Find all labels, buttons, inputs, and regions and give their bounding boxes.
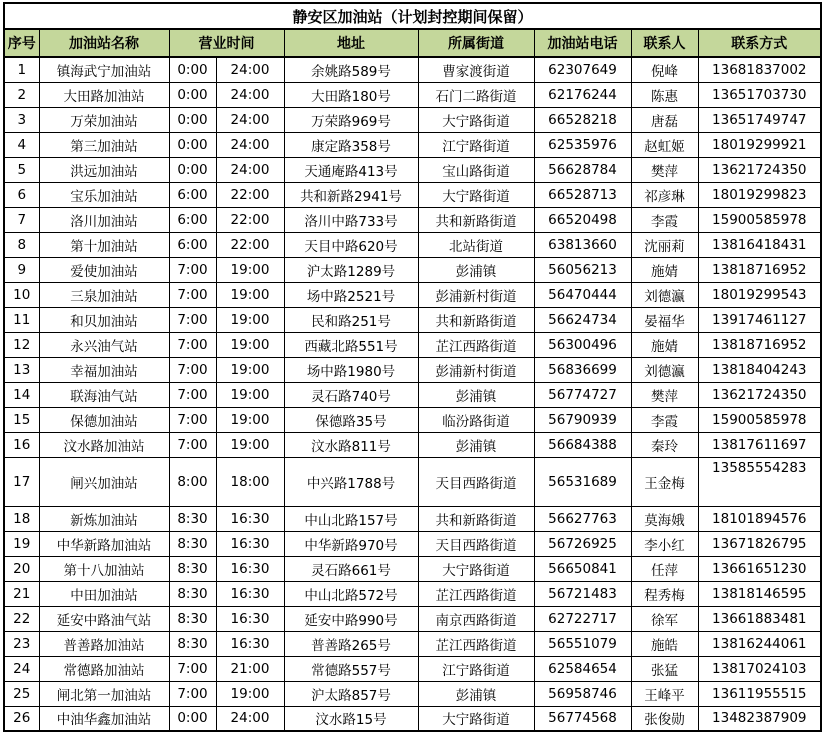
table-row <box>4 107 821 132</box>
cell-no: 7 <box>4 207 39 232</box>
cell-no: 22 <box>4 606 39 631</box>
table-row <box>4 132 821 157</box>
cell-close: 24:00 <box>216 706 284 731</box>
cell-address: 常德路557号 <box>284 656 418 681</box>
cell-street: 芷江西路街道 <box>418 332 534 357</box>
cell-open: 8:00 <box>169 457 216 506</box>
cell-no: 1 <box>4 57 39 82</box>
cell-street: 芷江西路街道 <box>418 631 534 656</box>
table-title-row <box>4 3 821 29</box>
cell-address: 保德路35号 <box>284 407 418 432</box>
cell-name: 普善路加油站 <box>39 631 169 656</box>
cell-address: 沪太路1289号 <box>284 257 418 282</box>
cell-street: 彭浦镇 <box>418 681 534 706</box>
cell-no: 14 <box>4 382 39 407</box>
header-hours: 营业时间 <box>169 29 284 57</box>
cell-address: 场中路2521号 <box>284 282 418 307</box>
cell-address: 民和路251号 <box>284 307 418 332</box>
cell-mobile: 13817024103 <box>698 656 821 681</box>
cell-open: 8:30 <box>169 606 216 631</box>
table-row <box>4 556 821 581</box>
cell-name: 永兴油气站 <box>39 332 169 357</box>
cell-contact: 任萍 <box>631 556 698 581</box>
cell-address: 康定路358号 <box>284 132 418 157</box>
cell-open: 7:00 <box>169 407 216 432</box>
cell-no: 3 <box>4 107 39 132</box>
cell-no: 4 <box>4 132 39 157</box>
cell-mobile: 13651749747 <box>698 107 821 132</box>
table-row <box>4 432 821 457</box>
cell-name: 洛川加油站 <box>39 207 169 232</box>
cell-close: 16:30 <box>216 556 284 581</box>
cell-mobile: 18019299543 <box>698 282 821 307</box>
cell-address: 大田路180号 <box>284 82 418 107</box>
cell-address: 洛川中路733号 <box>284 207 418 232</box>
cell-address: 灵石路661号 <box>284 556 418 581</box>
cell-street: 大宁路街道 <box>418 182 534 207</box>
cell-phone: 56774727 <box>534 382 631 407</box>
cell-contact: 施皓 <box>631 631 698 656</box>
cell-name: 汶水路加油站 <box>39 432 169 457</box>
cell-name: 闸北第一加油站 <box>39 681 169 706</box>
cell-open: 0:00 <box>169 157 216 182</box>
header-phone: 加油站电话 <box>534 29 631 57</box>
cell-address: 场中路1980号 <box>284 357 418 382</box>
cell-street: 天目西路街道 <box>418 457 534 506</box>
table-row <box>4 606 821 631</box>
table-row <box>4 656 821 681</box>
cell-name: 第十八加油站 <box>39 556 169 581</box>
cell-no: 16 <box>4 432 39 457</box>
table-row <box>4 57 821 82</box>
cell-street: 彭浦镇 <box>418 432 534 457</box>
cell-phone: 56628784 <box>534 157 631 182</box>
header-mobile: 联系方式 <box>698 29 821 57</box>
cell-mobile: 13816244061 <box>698 631 821 656</box>
cell-street: 宝山路街道 <box>418 157 534 182</box>
cell-name: 新炼加油站 <box>39 506 169 531</box>
cell-name: 中田加油站 <box>39 581 169 606</box>
cell-street: 临汾路街道 <box>418 407 534 432</box>
table-row <box>4 182 821 207</box>
cell-address: 中华新路970号 <box>284 531 418 556</box>
table-row <box>4 531 821 556</box>
cell-mobile: 13651703730 <box>698 82 821 107</box>
cell-open: 0:00 <box>169 57 216 82</box>
header-street: 所属街道 <box>418 29 534 57</box>
cell-phone: 56300496 <box>534 332 631 357</box>
cell-name: 中华新路加油站 <box>39 531 169 556</box>
cell-name: 常德路加油站 <box>39 656 169 681</box>
cell-name: 第十加油站 <box>39 232 169 257</box>
cell-close: 22:00 <box>216 232 284 257</box>
cell-open: 7:00 <box>169 282 216 307</box>
cell-address: 灵石路740号 <box>284 382 418 407</box>
cell-name: 闸兴加油站 <box>39 457 169 506</box>
cell-open: 8:30 <box>169 531 216 556</box>
cell-mobile: 13621724350 <box>698 157 821 182</box>
cell-close: 24:00 <box>216 82 284 107</box>
cell-no: 10 <box>4 282 39 307</box>
cell-no: 20 <box>4 556 39 581</box>
cell-street: 大宁路街道 <box>418 556 534 581</box>
cell-phone: 56726925 <box>534 531 631 556</box>
cell-mobile: 13817611697 <box>698 432 821 457</box>
cell-address: 天通庵路413号 <box>284 157 418 182</box>
cell-phone: 62535976 <box>534 132 631 157</box>
cell-name: 三泉加油站 <box>39 282 169 307</box>
cell-no: 11 <box>4 307 39 332</box>
cell-street: 石门二路街道 <box>418 82 534 107</box>
table-row <box>4 506 821 531</box>
cell-contact: 祁彦琳 <box>631 182 698 207</box>
cell-address: 中兴路1788号 <box>284 457 418 506</box>
cell-name: 和贝加油站 <box>39 307 169 332</box>
cell-open: 7:00 <box>169 681 216 706</box>
table-row <box>4 581 821 606</box>
cell-phone: 56774568 <box>534 706 631 731</box>
cell-no: 23 <box>4 631 39 656</box>
header-serial: 序号 <box>4 29 39 57</box>
cell-street: 大宁路街道 <box>418 107 534 132</box>
cell-phone: 62176244 <box>534 82 631 107</box>
cell-no: 15 <box>4 407 39 432</box>
cell-mobile: 13611955515 <box>698 681 821 706</box>
cell-open: 7:00 <box>169 656 216 681</box>
cell-close: 24:00 <box>216 132 284 157</box>
cell-close: 24:00 <box>216 157 284 182</box>
cell-close: 18:00 <box>216 457 284 506</box>
cell-street: 彭浦新村街道 <box>418 357 534 382</box>
cell-contact: 唐磊 <box>631 107 698 132</box>
cell-contact: 莫海娥 <box>631 506 698 531</box>
cell-close: 22:00 <box>216 207 284 232</box>
cell-open: 7:00 <box>169 257 216 282</box>
cell-close: 19:00 <box>216 282 284 307</box>
cell-contact: 刘德瀛 <box>631 357 698 382</box>
cell-contact: 王峰平 <box>631 681 698 706</box>
cell-street: 芷江西路街道 <box>418 581 534 606</box>
cell-mobile: 13661651230 <box>698 556 821 581</box>
cell-phone: 56056213 <box>534 257 631 282</box>
cell-open: 8:30 <box>169 556 216 581</box>
cell-contact: 陈惠 <box>631 82 698 107</box>
cell-contact: 施婧 <box>631 332 698 357</box>
cell-name: 大田路加油站 <box>39 82 169 107</box>
table-row <box>4 631 821 656</box>
cell-open: 8:30 <box>169 581 216 606</box>
cell-close: 19:00 <box>216 407 284 432</box>
cell-open: 6:00 <box>169 232 216 257</box>
table-row <box>4 82 821 107</box>
cell-contact: 王金梅 <box>631 457 698 506</box>
table-row <box>4 257 821 282</box>
gas-station-table <box>3 2 822 732</box>
cell-phone: 63813660 <box>534 232 631 257</box>
cell-address: 沪太路857号 <box>284 681 418 706</box>
cell-contact: 沈丽莉 <box>631 232 698 257</box>
cell-contact: 倪峰 <box>631 57 698 82</box>
cell-open: 7:00 <box>169 382 216 407</box>
cell-phone: 56531689 <box>534 457 631 506</box>
cell-street: 江宁路街道 <box>418 132 534 157</box>
table-header-row <box>4 29 821 57</box>
cell-phone: 56650841 <box>534 556 631 581</box>
header-contact: 联系人 <box>631 29 698 57</box>
table-row <box>4 157 821 182</box>
cell-street: 彭浦新村街道 <box>418 282 534 307</box>
cell-name: 延安中路油气站 <box>39 606 169 631</box>
cell-name: 宝乐加油站 <box>39 182 169 207</box>
cell-open: 6:00 <box>169 207 216 232</box>
cell-contact: 樊萍 <box>631 382 698 407</box>
cell-open: 0:00 <box>169 107 216 132</box>
cell-close: 19:00 <box>216 332 284 357</box>
cell-mobile: 13818146595 <box>698 581 821 606</box>
cell-name: 万荣加油站 <box>39 107 169 132</box>
cell-street: 曹家渡街道 <box>418 57 534 82</box>
cell-no: 5 <box>4 157 39 182</box>
cell-phone: 66528218 <box>534 107 631 132</box>
cell-street: 共和新路街道 <box>418 307 534 332</box>
cell-no: 25 <box>4 681 39 706</box>
cell-street: 共和新路街道 <box>418 207 534 232</box>
cell-phone: 62307649 <box>534 57 631 82</box>
cell-contact: 赵虹姬 <box>631 132 698 157</box>
cell-phone: 56624734 <box>534 307 631 332</box>
cell-street: 彭浦镇 <box>418 382 534 407</box>
cell-name: 幸福加油站 <box>39 357 169 382</box>
cell-close: 24:00 <box>216 57 284 82</box>
cell-address: 西藏北路551号 <box>284 332 418 357</box>
cell-no: 6 <box>4 182 39 207</box>
cell-close: 21:00 <box>216 656 284 681</box>
cell-phone: 62584654 <box>534 656 631 681</box>
cell-phone: 62722717 <box>534 606 631 631</box>
cell-mobile: 18019299823 <box>698 182 821 207</box>
cell-name: 洪远加油站 <box>39 157 169 182</box>
cell-phone: 56836699 <box>534 357 631 382</box>
cell-contact: 施婧 <box>631 257 698 282</box>
table-row <box>4 307 821 332</box>
cell-mobile: 13681837002 <box>698 57 821 82</box>
cell-mobile: 13818716952 <box>698 257 821 282</box>
cell-contact: 晏福华 <box>631 307 698 332</box>
cell-close: 16:30 <box>216 631 284 656</box>
cell-address: 延安中路990号 <box>284 606 418 631</box>
cell-open: 7:00 <box>169 332 216 357</box>
cell-phone: 66528713 <box>534 182 631 207</box>
cell-no: 8 <box>4 232 39 257</box>
table-body <box>4 57 821 731</box>
cell-street: 天目西路街道 <box>418 531 534 556</box>
cell-open: 6:00 <box>169 182 216 207</box>
cell-contact: 李霞 <box>631 407 698 432</box>
cell-contact: 程秀梅 <box>631 581 698 606</box>
cell-address: 万荣路969号 <box>284 107 418 132</box>
table-row <box>4 207 821 232</box>
cell-no: 26 <box>4 706 39 731</box>
cell-no: 9 <box>4 257 39 282</box>
cell-mobile: 13621724350 <box>698 382 821 407</box>
cell-close: 24:00 <box>216 107 284 132</box>
cell-name: 联海油气站 <box>39 382 169 407</box>
cell-no: 18 <box>4 506 39 531</box>
cell-name: 镇海武宁加油站 <box>39 57 169 82</box>
cell-no: 13 <box>4 357 39 382</box>
cell-open: 8:30 <box>169 506 216 531</box>
cell-contact: 张猛 <box>631 656 698 681</box>
cell-contact: 李小红 <box>631 531 698 556</box>
cell-name: 第三加油站 <box>39 132 169 157</box>
cell-mobile: 13671826795 <box>698 531 821 556</box>
cell-name: 中油华鑫加油站 <box>39 706 169 731</box>
cell-no: 2 <box>4 82 39 107</box>
cell-close: 19:00 <box>216 382 284 407</box>
cell-open: 7:00 <box>169 432 216 457</box>
cell-street: 北站街道 <box>418 232 534 257</box>
cell-close: 19:00 <box>216 681 284 706</box>
cell-open: 0:00 <box>169 706 216 731</box>
table-row <box>4 681 821 706</box>
cell-close: 16:30 <box>216 506 284 531</box>
table-row <box>4 457 821 506</box>
cell-phone: 56721483 <box>534 581 631 606</box>
page-title: 静安区加油站（计划封控期间保留） <box>4 3 821 29</box>
cell-mobile: 13585554283 <box>698 457 821 506</box>
table-row <box>4 232 821 257</box>
cell-name: 保德加油站 <box>39 407 169 432</box>
cell-contact: 刘德瀛 <box>631 282 698 307</box>
cell-contact: 李霞 <box>631 207 698 232</box>
cell-open: 0:00 <box>169 132 216 157</box>
cell-phone: 66520498 <box>534 207 631 232</box>
cell-no: 12 <box>4 332 39 357</box>
table-row <box>4 282 821 307</box>
cell-phone: 56627763 <box>534 506 631 531</box>
cell-mobile: 15900585978 <box>698 407 821 432</box>
cell-address: 余姚路589号 <box>284 57 418 82</box>
cell-street: 江宁路街道 <box>418 656 534 681</box>
cell-street: 南京西路街道 <box>418 606 534 631</box>
cell-address: 中山北路157号 <box>284 506 418 531</box>
table-row <box>4 357 821 382</box>
cell-street: 大宁路街道 <box>418 706 534 731</box>
cell-mobile: 13661883481 <box>698 606 821 631</box>
cell-phone: 56470444 <box>534 282 631 307</box>
cell-open: 0:00 <box>169 82 216 107</box>
cell-street: 彭浦镇 <box>418 257 534 282</box>
cell-open: 7:00 <box>169 357 216 382</box>
table-row <box>4 382 821 407</box>
cell-contact: 秦玲 <box>631 432 698 457</box>
cell-mobile: 13917461127 <box>698 307 821 332</box>
header-name: 加油站名称 <box>39 29 169 57</box>
table-row <box>4 407 821 432</box>
cell-street: 共和新路街道 <box>418 506 534 531</box>
cell-address: 中山北路572号 <box>284 581 418 606</box>
cell-close: 16:30 <box>216 531 284 556</box>
cell-mobile: 13818716952 <box>698 332 821 357</box>
cell-phone: 56790939 <box>534 407 631 432</box>
cell-mobile: 13482387909 <box>698 706 821 731</box>
header-address: 地址 <box>284 29 418 57</box>
cell-open: 7:00 <box>169 307 216 332</box>
cell-no: 17 <box>4 457 39 506</box>
cell-no: 24 <box>4 656 39 681</box>
cell-address: 共和新路2941号 <box>284 182 418 207</box>
cell-close: 16:30 <box>216 606 284 631</box>
cell-close: 19:00 <box>216 357 284 382</box>
cell-address: 普善路265号 <box>284 631 418 656</box>
cell-mobile: 15900585978 <box>698 207 821 232</box>
cell-address: 汶水路15号 <box>284 706 418 731</box>
cell-mobile: 18019299921 <box>698 132 821 157</box>
cell-close: 16:30 <box>216 581 284 606</box>
cell-contact: 张俊勋 <box>631 706 698 731</box>
cell-close: 19:00 <box>216 432 284 457</box>
cell-close: 19:00 <box>216 307 284 332</box>
cell-contact: 徐军 <box>631 606 698 631</box>
cell-close: 19:00 <box>216 257 284 282</box>
cell-name: 爱使加油站 <box>39 257 169 282</box>
cell-mobile: 18101894576 <box>698 506 821 531</box>
cell-no: 21 <box>4 581 39 606</box>
cell-open: 8:30 <box>169 631 216 656</box>
cell-mobile: 13816418431 <box>698 232 821 257</box>
cell-phone: 56958746 <box>534 681 631 706</box>
cell-no: 19 <box>4 531 39 556</box>
cell-phone: 56551079 <box>534 631 631 656</box>
cell-phone: 56684388 <box>534 432 631 457</box>
cell-address: 天目中路620号 <box>284 232 418 257</box>
table-row <box>4 706 821 731</box>
cell-mobile: 13818404243 <box>698 357 821 382</box>
cell-contact: 樊萍 <box>631 157 698 182</box>
cell-close: 22:00 <box>216 182 284 207</box>
cell-address: 汶水路811号 <box>284 432 418 457</box>
table-row <box>4 332 821 357</box>
